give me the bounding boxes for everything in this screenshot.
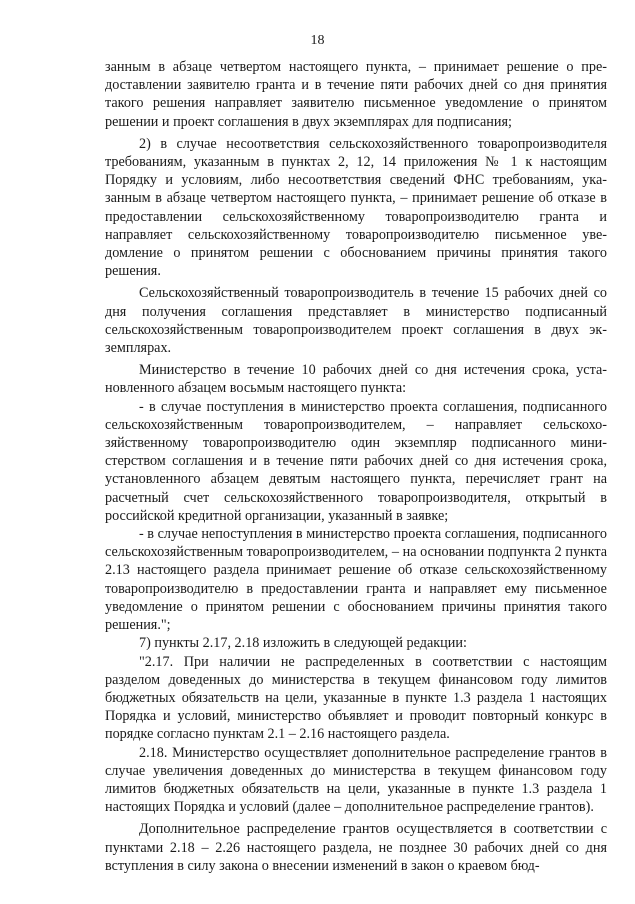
paragraph-amendment-7: 7) пункты 2.17, 2.18 изложить в следующей редакции: [139, 635, 467, 652]
paragraph-producer-submission: Сельскохозяйственный товаропроизводитель в течение 15 рабочих дней со дня получения соглашения представляет в министерство подписанный сельскохозяйственным товаропроизводителем проект соглашения в двух экземплярах. [105, 285, 607, 357]
paragraph-additional-distribution: Дополнительное распределение грантов осуществляется в соответствии с пунктами 2.18 – 2.26 настоящего раздела, не позднее 30 рабочих дней со дня вступления в силу закона о внесении изменений в закон о краевом бюд- [105, 821, 607, 874]
page-number: 18 [310, 33, 325, 48]
paragraph-ministry-actions: Министерство в течение 10 рабочих дней со дня истечения срока, установленного абзацем восьмым настоящего пункта: [105, 362, 607, 397]
paragraph-clause-2-17: "2.17. При наличии не распределенных в соответствии с настоящим разделом доведенных до министерства в текущем финансовом году лимитов бюджетных обязательств на цели, указанные в пункте 1.3 раздела 1 настоящих Порядка и условий, министерство объявляет и проводит повторный конкурс в порядке согласно пунктам 2.1 – 2.16 настоящего раздела. [105, 653, 607, 743]
paragraph-case-received: - в случае поступления в министерство проекта соглашения, подписанного сельскохозяйственным товаропроизводителем, – направляет сельскохозяйственному товаропроизводителю один экземпляр подписанного министерством соглашения и в течение пяти рабочих дней со дня истечения срока, установленного абзацем девятым настоящего пункта, перечисляет грант на расчетный счет сельскохозяйственного товаропроизводителя, открытый в российской кредитной организации, указанный в заявке; [105, 398, 607, 524]
paragraph-subitem-2: 2) в случае несоответствия сельскохозяйственного товаропроизводителя требованиям, указанным в пунктах 2, 12, 14 приложения № 1 к настоящим Порядку и условиям, либо несоответствия сведений ФНС требованиям, указанным в абзаце четвертом настоящего пункта, – принимает решение об отказе в предоставлении сельскохозяйственному товаропроизводителю гранта и направляет сельскохозяйственному товаропроизводителю письменное уведомление о принятом решении с обоснованием причины принятия такого решения. [105, 135, 607, 280]
paragraph-case-not-received: - в случае непоступления в министерство проекта соглашения, подписанного сельскохозяйственным товаропроизводителем, – на основании подпункта 2 пункта 2.13 настоящего раздела принимает решение об отказе сельскохозяйственному товаропроизводителю в предоставлении гранта и направляет ему письменное уведомление о принятом решении с обоснованием причины принятия такого решения."; [105, 526, 607, 634]
document-body [105, 58, 607, 875]
paragraph-continuation: занным в абзаце четвертом настоящего пункта, – принимает решение о предоставлении заявителю гранта и в течение пяти рабочих дней со дня принятия такого решения направляет заявителю письменное уведомление о принятом решении и проект соглашения в двух экземплярах для подписания; [105, 59, 607, 130]
paragraph-clause-2-18: 2.18. Министерство осуществляет дополнительное распределение грантов в случае увеличения доведенных до министерства в текущем финансовом году лимитов бюджетных обязательств на цели, указанные в пункте 1.3 раздела 1 настоящих Порядка и условий (далее – дополнительное распределение грантов). [105, 744, 607, 816]
